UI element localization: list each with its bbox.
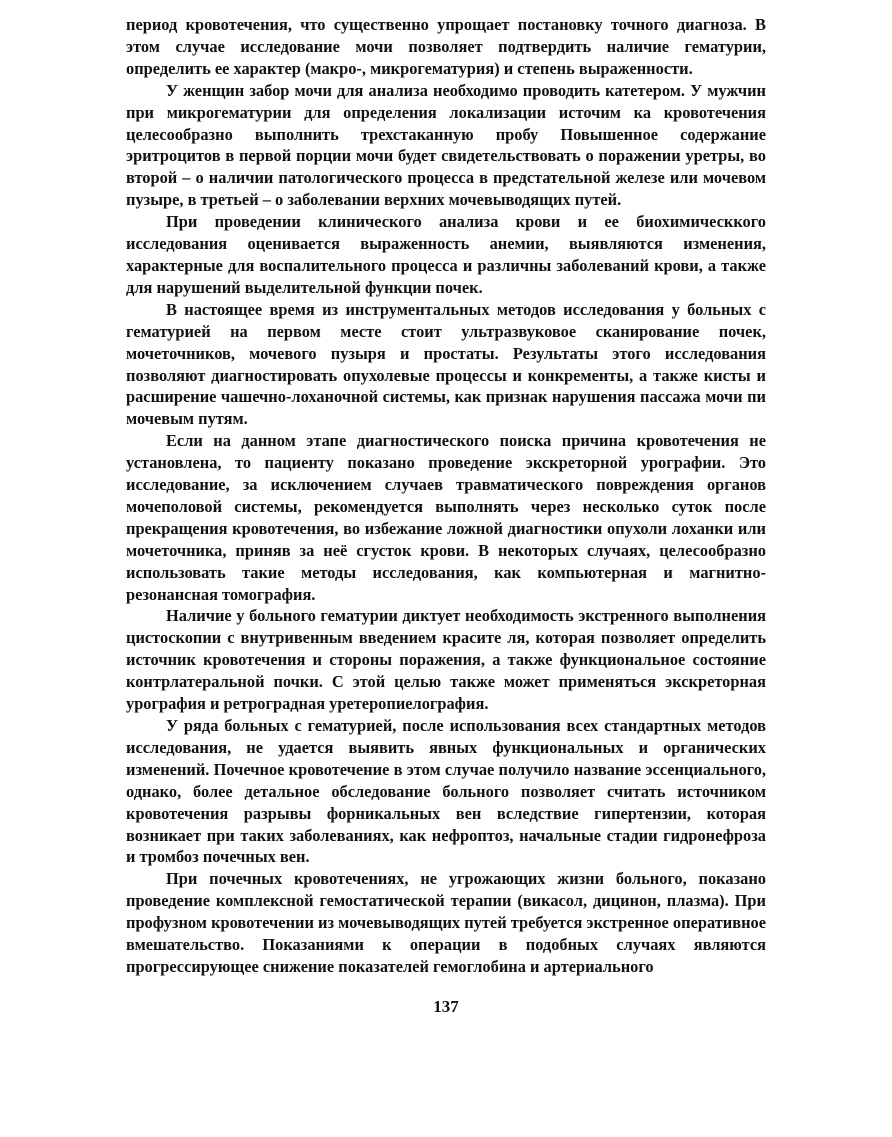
- page-body: [126, 14, 766, 978]
- paragraph-2: У женщин забор мочи для анализа необходимо проводить катетером. У мужчин при микрогематурии для определения локализации источим ка кровотечения целесообразно выполнить трехстаканную пробу Повышенное содержание эритроцитов в первой порции мочи будет свидетельствовать о поражении уретры, во второй – о наличии патологического процесса в предстательной железе или мочевом пузыре, в третьей – о заболевании верхних мочевыводящих путей.: [126, 80, 766, 210]
- paragraph-3: При проведении клинического анализа крови и ее биохимическкого исследования оценивается выраженность анемии, выявляются изменения, характерные для воспалительного процесса и различны заболеваний крови, а также для нарушений выделительной функции почек.: [126, 212, 766, 297]
- paragraph-7: У ряда больных с гематурией, после использования всех стандартных методов исследования, не удается выявить явных функциональных и органических изменений. Почечное кровотечение в этом случае получило название эссенциального, однако, более детальное обследование больного позволяет считать источником кровотечения разрывы форникальных вен вследствие гипертензии, которая возникает при таких заболеваниях, как нефроптоз, начальные стадии гидронефроза и тромбоз почечных вен.: [126, 716, 766, 867]
- page-number: 137: [433, 997, 459, 1016]
- paragraph-1: период кровотечения, что существенно упрощает постановку точного диагноза. В этом случае исследование мочи позволяет подтвердить наличие гематурии, определить ее характер (макро-, микрогематурия) и степень выраженности.: [126, 15, 766, 78]
- paragraph-4: В настоящее время из инструментальных методов исследования у больных с гематурией на первом месте стоит ультразвуковое сканирование почек, мочеточников, мочевого пузыря и простаты. Результаты этого исследования позволяют диагностировать опухолевые процессы и конкременты, а также кисты и расширение чашечно-лоханочной системы, как признак нарушения пассажа мочи пи мочевым путям.: [126, 299, 766, 429]
- paragraph-6: Наличие у больного гематурии диктует необходимость экстренного выполнения цистоскопии с внутривенным введением красите ля, которая позволяет определить источник кровотечения и стороны поражения, а также функциональное состояние контрлатеральной почки. С этой целью также может применяться экскреторная урография и ретроградная уретеропиелография.: [126, 606, 766, 714]
- paragraph-5: Если на данном этапе диагностического поиска причина кровотечения не установлена, то пациенту показано проведение экскреторной урографии. Это исследование, за исключением случаев травматического повреждения органов мочеполовой системы, рекомендуется выполнять через несколько суток после прекращения кровотечения, во избежание ложной диагностики опухоли лоханки или мочеточника, приняв за неё сгусток крови. В некоторых случаях, целесообразно использовать такие методы исследования, как компьютерная и магнитно-резонансная томография.: [126, 431, 766, 604]
- paragraph-8: При почечных кровотечениях, не угрожающих жизни больного, показано проведение комплексной гемостатической терапии (викасол, дицинон, плазма). При профузном кровотечении из мочевыводящих путей требуется экстренное оперативное вмешательство. Показаниями к операции в подобных случаях являются прогрессирующее снижение показателей гемоглобина и артериального: [126, 869, 766, 976]
